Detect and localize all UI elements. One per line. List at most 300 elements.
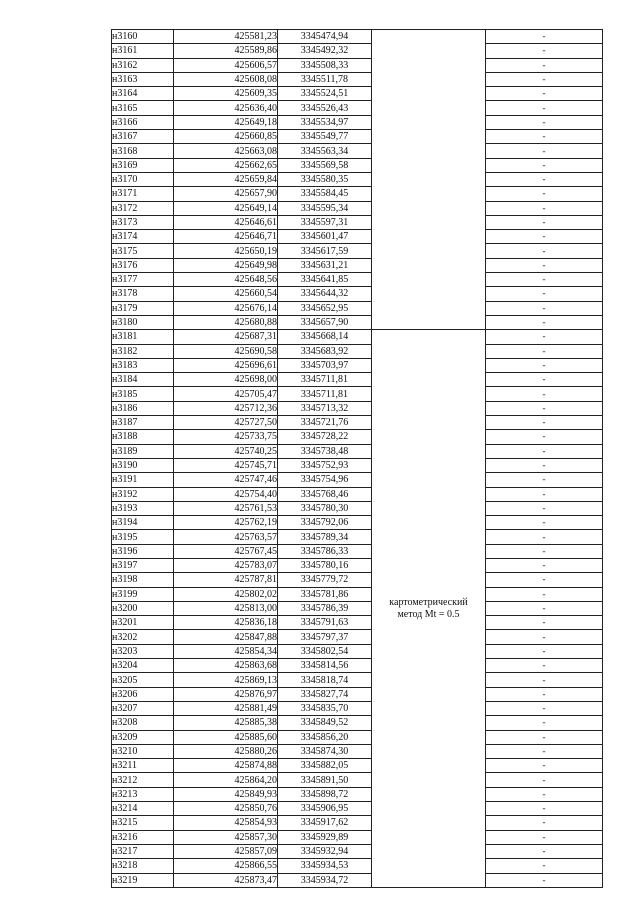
point-name-cell: н3172	[112, 201, 174, 215]
x-coordinate-cell: 425854,34	[174, 644, 278, 658]
accuracy-cell: -	[486, 30, 603, 44]
y-coordinate-cell: 3345580,35	[278, 172, 372, 186]
y-coordinate-cell: 3345752,93	[278, 458, 372, 472]
x-coordinate-cell: 425636,40	[174, 101, 278, 115]
accuracy-cell: -	[486, 244, 603, 258]
table-row	[112, 401, 603, 415]
accuracy-cell: -	[486, 201, 603, 215]
table-row	[112, 487, 603, 501]
y-coordinate-cell: 3345492,32	[278, 44, 372, 58]
table-row	[112, 44, 603, 58]
point-name-cell: н3201	[112, 616, 174, 630]
x-coordinate-cell: 425863,68	[174, 659, 278, 673]
point-name-cell: н3181	[112, 330, 174, 344]
point-name-cell: н3196	[112, 544, 174, 558]
x-coordinate-cell: 425657,90	[174, 187, 278, 201]
accuracy-cell: -	[486, 701, 603, 715]
point-name-cell: н3194	[112, 516, 174, 530]
accuracy-cell: -	[486, 687, 603, 701]
accuracy-cell: -	[486, 487, 603, 501]
table-row	[112, 816, 603, 830]
point-name-cell: н3218	[112, 859, 174, 873]
table-row	[112, 830, 603, 844]
point-name-cell: н3198	[112, 573, 174, 587]
table-row	[112, 430, 603, 444]
x-coordinate-cell: 425876,97	[174, 687, 278, 701]
accuracy-cell: -	[486, 130, 603, 144]
y-coordinate-cell: 3345601,47	[278, 230, 372, 244]
accuracy-cell: -	[486, 430, 603, 444]
accuracy-cell: -	[486, 573, 603, 587]
table-row	[112, 344, 603, 358]
y-coordinate-cell: 3345856,20	[278, 730, 372, 744]
point-name-cell: н3197	[112, 558, 174, 572]
y-coordinate-cell: 3345768,46	[278, 487, 372, 501]
y-coordinate-cell: 3345595,34	[278, 201, 372, 215]
y-coordinate-cell: 3345929,89	[278, 830, 372, 844]
table-row	[112, 473, 603, 487]
x-coordinate-cell: 425650,19	[174, 244, 278, 258]
y-coordinate-cell: 3345781,86	[278, 587, 372, 601]
point-name-cell: н3211	[112, 759, 174, 773]
y-coordinate-cell: 3345657,90	[278, 315, 372, 329]
point-name-cell: н3171	[112, 187, 174, 201]
y-coordinate-cell: 3345891,50	[278, 773, 372, 787]
table-row	[112, 158, 603, 172]
y-coordinate-cell: 3345563,34	[278, 144, 372, 158]
point-name-cell: н3200	[112, 601, 174, 615]
table-row	[112, 387, 603, 401]
table-row	[112, 659, 603, 673]
table-row	[112, 616, 603, 630]
y-coordinate-cell: 3345849,52	[278, 716, 372, 730]
table-row	[112, 587, 603, 601]
accuracy-cell: -	[486, 616, 603, 630]
point-name-cell: н3210	[112, 744, 174, 758]
y-coordinate-cell: 3345906,95	[278, 802, 372, 816]
point-name-cell: н3204	[112, 659, 174, 673]
method-cell	[372, 330, 486, 888]
y-coordinate-cell: 3345534,97	[278, 115, 372, 129]
x-coordinate-cell: 425857,09	[174, 844, 278, 858]
point-name-cell: н3184	[112, 373, 174, 387]
y-coordinate-cell: 3345780,16	[278, 558, 372, 572]
accuracy-cell: -	[486, 530, 603, 544]
accuracy-cell: -	[486, 730, 603, 744]
accuracy-cell: -	[486, 416, 603, 430]
x-coordinate-cell: 425783,07	[174, 558, 278, 572]
point-name-cell: н3213	[112, 787, 174, 801]
x-coordinate-cell: 425767,45	[174, 544, 278, 558]
table-row	[112, 30, 603, 44]
table-row	[112, 759, 603, 773]
table-row	[112, 687, 603, 701]
accuracy-cell: -	[486, 759, 603, 773]
y-coordinate-cell: 3345874,30	[278, 744, 372, 758]
y-coordinate-cell: 3345641,85	[278, 273, 372, 287]
table-row	[112, 444, 603, 458]
table-row	[112, 558, 603, 572]
point-name-cell: н3175	[112, 244, 174, 258]
accuracy-cell: -	[486, 301, 603, 315]
point-name-cell: н3193	[112, 501, 174, 515]
table-row	[112, 802, 603, 816]
table-row	[112, 701, 603, 715]
point-name-cell: н3190	[112, 458, 174, 472]
point-name-cell: н3214	[112, 802, 174, 816]
x-coordinate-cell: 425698,00	[174, 373, 278, 387]
x-coordinate-cell: 425802,02	[174, 587, 278, 601]
x-coordinate-cell: 425881,49	[174, 701, 278, 715]
accuracy-cell: -	[486, 516, 603, 530]
table-row	[112, 530, 603, 544]
accuracy-cell: -	[486, 558, 603, 572]
x-coordinate-cell: 425589,86	[174, 44, 278, 58]
accuracy-cell: -	[486, 144, 603, 158]
x-coordinate-cell: 425864,20	[174, 773, 278, 787]
y-coordinate-cell: 3345524,51	[278, 87, 372, 101]
table-row	[112, 859, 603, 873]
accuracy-cell: -	[486, 273, 603, 287]
accuracy-cell: -	[486, 501, 603, 515]
accuracy-cell: -	[486, 401, 603, 415]
x-coordinate-cell: 425813,00	[174, 601, 278, 615]
y-coordinate-cell: 3345683,92	[278, 344, 372, 358]
accuracy-cell: -	[486, 816, 603, 830]
method-text-line: метод Mt = 0.5	[397, 608, 460, 620]
x-coordinate-cell: 425754,40	[174, 487, 278, 501]
accuracy-cell: -	[486, 587, 603, 601]
accuracy-cell: -	[486, 115, 603, 129]
x-coordinate-cell: 425649,14	[174, 201, 278, 215]
point-name-cell: н3206	[112, 687, 174, 701]
y-coordinate-cell: 3345668,14	[278, 330, 372, 344]
point-name-cell: н3199	[112, 587, 174, 601]
y-coordinate-cell: 3345792,06	[278, 516, 372, 530]
table-row	[112, 358, 603, 372]
accuracy-cell: -	[486, 773, 603, 787]
table-row	[112, 501, 603, 515]
y-coordinate-cell: 3345932,94	[278, 844, 372, 858]
x-coordinate-cell: 425646,71	[174, 230, 278, 244]
table-row	[112, 144, 603, 158]
y-coordinate-cell: 3345802,54	[278, 644, 372, 658]
point-name-cell: н3176	[112, 258, 174, 272]
table-row	[112, 773, 603, 787]
x-coordinate-cell: 425646,61	[174, 215, 278, 229]
y-coordinate-cell: 3345882,05	[278, 759, 372, 773]
table-row	[112, 730, 603, 744]
table-row	[112, 130, 603, 144]
x-coordinate-cell: 425676,14	[174, 301, 278, 315]
table-row	[112, 373, 603, 387]
accuracy-cell: -	[486, 844, 603, 858]
accuracy-cell: -	[486, 787, 603, 801]
accuracy-cell: -	[486, 287, 603, 301]
point-name-cell: н3202	[112, 630, 174, 644]
table-row	[112, 301, 603, 315]
x-coordinate-cell: 425662,65	[174, 158, 278, 172]
y-coordinate-cell: 3345711,81	[278, 373, 372, 387]
point-name-cell: н3182	[112, 344, 174, 358]
x-coordinate-cell: 425874,88	[174, 759, 278, 773]
accuracy-cell: -	[486, 373, 603, 387]
x-coordinate-cell: 425648,56	[174, 273, 278, 287]
x-coordinate-cell: 425740,25	[174, 444, 278, 458]
x-coordinate-cell: 425687,31	[174, 330, 278, 344]
accuracy-cell: -	[486, 802, 603, 816]
point-name-cell: н3167	[112, 130, 174, 144]
x-coordinate-cell: 425869,13	[174, 673, 278, 687]
accuracy-cell: -	[486, 230, 603, 244]
table-row	[112, 416, 603, 430]
table-row	[112, 273, 603, 287]
table-row	[112, 544, 603, 558]
accuracy-cell: -	[486, 87, 603, 101]
x-coordinate-cell: 425836,18	[174, 616, 278, 630]
x-coordinate-cell: 425606,57	[174, 58, 278, 72]
point-name-cell: н3191	[112, 473, 174, 487]
accuracy-cell: -	[486, 830, 603, 844]
accuracy-cell: -	[486, 172, 603, 186]
method-text-line: картометрический	[389, 596, 468, 608]
accuracy-cell: -	[486, 659, 603, 673]
x-coordinate-cell: 425727,50	[174, 416, 278, 430]
table-row	[112, 172, 603, 186]
point-name-cell: н3173	[112, 215, 174, 229]
point-name-cell: н3170	[112, 172, 174, 186]
table-row	[112, 716, 603, 730]
accuracy-cell: -	[486, 44, 603, 58]
point-name-cell: н3160	[112, 30, 174, 44]
x-coordinate-cell: 425733,75	[174, 430, 278, 444]
point-name-cell: н3179	[112, 301, 174, 315]
point-name-cell: н3180	[112, 315, 174, 329]
accuracy-cell: -	[486, 644, 603, 658]
accuracy-cell: -	[486, 744, 603, 758]
table-row	[112, 873, 603, 887]
accuracy-cell: -	[486, 344, 603, 358]
point-name-cell: н3205	[112, 673, 174, 687]
x-coordinate-cell: 425680,88	[174, 315, 278, 329]
table-row	[112, 630, 603, 644]
accuracy-cell: -	[486, 859, 603, 873]
accuracy-cell: -	[486, 258, 603, 272]
table-row	[112, 644, 603, 658]
accuracy-cell: -	[486, 716, 603, 730]
point-name-cell: н3209	[112, 730, 174, 744]
x-coordinate-cell: 425609,35	[174, 87, 278, 101]
y-coordinate-cell: 3345934,72	[278, 873, 372, 887]
x-coordinate-cell: 425649,98	[174, 258, 278, 272]
table-row	[112, 72, 603, 86]
y-coordinate-cell: 3345786,39	[278, 601, 372, 615]
x-coordinate-cell: 425847,88	[174, 630, 278, 644]
accuracy-cell: -	[486, 601, 603, 615]
x-coordinate-cell: 425712,36	[174, 401, 278, 415]
point-name-cell: н3207	[112, 701, 174, 715]
point-name-cell: н3163	[112, 72, 174, 86]
point-name-cell: н3177	[112, 273, 174, 287]
y-coordinate-cell: 3345827,74	[278, 687, 372, 701]
table-row	[112, 458, 603, 472]
y-coordinate-cell: 3345713,32	[278, 401, 372, 415]
x-coordinate-cell: 425854,93	[174, 816, 278, 830]
point-name-cell: н3208	[112, 716, 174, 730]
y-coordinate-cell: 3345549,77	[278, 130, 372, 144]
point-name-cell: н3215	[112, 816, 174, 830]
accuracy-cell: -	[486, 330, 603, 344]
point-name-cell: н3185	[112, 387, 174, 401]
point-name-cell: н3164	[112, 87, 174, 101]
table-row	[112, 101, 603, 115]
y-coordinate-cell: 3345508,33	[278, 58, 372, 72]
table-row	[112, 787, 603, 801]
table-row	[112, 244, 603, 258]
y-coordinate-cell: 3345738,48	[278, 444, 372, 458]
y-coordinate-cell: 3345786,33	[278, 544, 372, 558]
point-name-cell: н3217	[112, 844, 174, 858]
table-row	[112, 573, 603, 587]
y-coordinate-cell: 3345617,59	[278, 244, 372, 258]
table-row	[112, 315, 603, 329]
x-coordinate-cell: 425705,47	[174, 387, 278, 401]
point-name-cell: н3216	[112, 830, 174, 844]
table-row	[112, 187, 603, 201]
y-coordinate-cell: 3345791,63	[278, 616, 372, 630]
y-coordinate-cell: 3345779,72	[278, 573, 372, 587]
x-coordinate-cell: 425866,55	[174, 859, 278, 873]
point-name-cell: н3165	[112, 101, 174, 115]
x-coordinate-cell: 425663,08	[174, 144, 278, 158]
accuracy-cell: -	[486, 158, 603, 172]
x-coordinate-cell: 425649,18	[174, 115, 278, 129]
table-row	[112, 744, 603, 758]
point-name-cell: н3219	[112, 873, 174, 887]
y-coordinate-cell: 3345898,72	[278, 787, 372, 801]
y-coordinate-cell: 3345644,32	[278, 287, 372, 301]
x-coordinate-cell: 425690,58	[174, 344, 278, 358]
accuracy-cell: -	[486, 358, 603, 372]
x-coordinate-cell: 425857,30	[174, 830, 278, 844]
point-name-cell: н3203	[112, 644, 174, 658]
x-coordinate-cell: 425747,46	[174, 473, 278, 487]
accuracy-cell: -	[486, 630, 603, 644]
point-name-cell: н3168	[112, 144, 174, 158]
table-row	[112, 258, 603, 272]
table-row	[112, 58, 603, 72]
accuracy-cell: -	[486, 72, 603, 86]
point-name-cell: н3212	[112, 773, 174, 787]
accuracy-cell: -	[486, 544, 603, 558]
table-row	[112, 287, 603, 301]
y-coordinate-cell: 3345780,30	[278, 501, 372, 515]
x-coordinate-cell: 425787,81	[174, 573, 278, 587]
table-row	[112, 673, 603, 687]
y-coordinate-cell: 3345597,31	[278, 215, 372, 229]
accuracy-cell: -	[486, 215, 603, 229]
point-name-cell: н3166	[112, 115, 174, 129]
point-name-cell: н3192	[112, 487, 174, 501]
point-name-cell: н3162	[112, 58, 174, 72]
table-row	[112, 516, 603, 530]
x-coordinate-cell: 425745,71	[174, 458, 278, 472]
y-coordinate-cell: 3345835,70	[278, 701, 372, 715]
method-cell	[372, 30, 486, 330]
x-coordinate-cell: 425608,08	[174, 72, 278, 86]
x-coordinate-cell: 425659,84	[174, 172, 278, 186]
y-coordinate-cell: 3345711,81	[278, 387, 372, 401]
y-coordinate-cell: 3345728,22	[278, 430, 372, 444]
point-name-cell: н3188	[112, 430, 174, 444]
table-row	[112, 201, 603, 215]
point-name-cell: н3195	[112, 530, 174, 544]
accuracy-cell: -	[486, 187, 603, 201]
y-coordinate-cell: 3345474,94	[278, 30, 372, 44]
y-coordinate-cell: 3345703,97	[278, 358, 372, 372]
point-name-cell: н3178	[112, 287, 174, 301]
y-coordinate-cell: 3345584,45	[278, 187, 372, 201]
y-coordinate-cell: 3345818,74	[278, 673, 372, 687]
accuracy-cell: -	[486, 458, 603, 472]
y-coordinate-cell: 3345569,58	[278, 158, 372, 172]
table-row	[112, 215, 603, 229]
x-coordinate-cell: 425762,19	[174, 516, 278, 530]
x-coordinate-cell: 425885,38	[174, 716, 278, 730]
y-coordinate-cell: 3345797,37	[278, 630, 372, 644]
table-row	[112, 844, 603, 858]
y-coordinate-cell: 3345934,53	[278, 859, 372, 873]
point-name-cell: н3169	[112, 158, 174, 172]
accuracy-cell: -	[486, 473, 603, 487]
accuracy-cell: -	[486, 387, 603, 401]
table-row	[112, 230, 603, 244]
y-coordinate-cell: 3345789,34	[278, 530, 372, 544]
point-name-cell: н3183	[112, 358, 174, 372]
y-coordinate-cell: 3345917,62	[278, 816, 372, 830]
y-coordinate-cell: 3345652,95	[278, 301, 372, 315]
accuracy-cell: -	[486, 315, 603, 329]
accuracy-cell: -	[486, 444, 603, 458]
table-row	[112, 115, 603, 129]
coordinates-table	[111, 29, 603, 888]
x-coordinate-cell: 425581,23	[174, 30, 278, 44]
table-row	[112, 601, 603, 615]
y-coordinate-cell: 3345814,56	[278, 659, 372, 673]
x-coordinate-cell: 425696,61	[174, 358, 278, 372]
x-coordinate-cell: 425761,53	[174, 501, 278, 515]
point-name-cell: н3186	[112, 401, 174, 415]
table-row	[112, 87, 603, 101]
point-name-cell: н3187	[112, 416, 174, 430]
x-coordinate-cell: 425850,76	[174, 802, 278, 816]
coordinates-table-body	[112, 30, 603, 888]
accuracy-cell: -	[486, 673, 603, 687]
y-coordinate-cell: 3345511,78	[278, 72, 372, 86]
accuracy-cell: -	[486, 58, 603, 72]
x-coordinate-cell: 425660,54	[174, 287, 278, 301]
accuracy-cell: -	[486, 873, 603, 887]
x-coordinate-cell: 425873,47	[174, 873, 278, 887]
x-coordinate-cell: 425849,93	[174, 787, 278, 801]
x-coordinate-cell: 425885,60	[174, 730, 278, 744]
y-coordinate-cell: 3345526,43	[278, 101, 372, 115]
x-coordinate-cell: 425660,85	[174, 130, 278, 144]
accuracy-cell: -	[486, 101, 603, 115]
y-coordinate-cell: 3345631,21	[278, 258, 372, 272]
x-coordinate-cell: 425880,26	[174, 744, 278, 758]
table-row	[112, 330, 603, 344]
